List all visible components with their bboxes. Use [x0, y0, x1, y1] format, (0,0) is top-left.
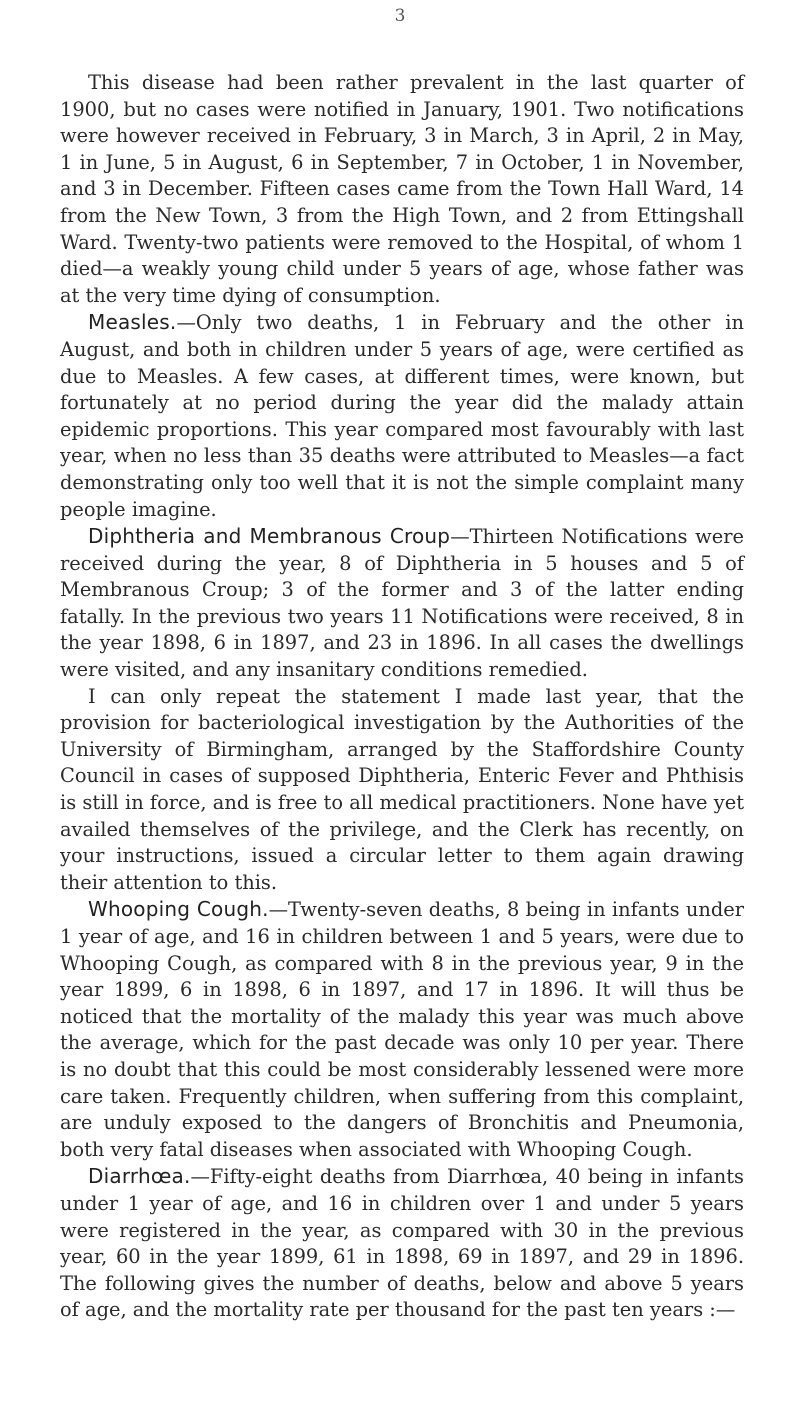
section-heading-measles: Measles. [88, 310, 177, 335]
section-heading-whooping-cough: Whooping Cough. [88, 897, 269, 922]
page-number: 3 [394, 6, 406, 26]
paragraph-body: —Twenty-seven deaths, 8 being in infants under 1 year of age, and 16 in children between 1 and 5 years, were due to Whooping Cough, as compared with 8 in the previous year, 9 in the year 1899, 6 in 1898, 6 in 1897, and 17 in 1896. It will thus be noticed that the mortality of the malady this year was much above the average, which for the past decade was only 10 per year. There is no doubt that this could be most considerably lessened were more care taken. Frequently children, when suffering from this complaint, are unduly exposed to the dangers of Bronchitis and Pneumonia, both very fatal diseases when associated with Whooping Cough. [60, 898, 744, 1161]
section-heading-diphtheria: Diphtheria and Membranous Croup [88, 524, 451, 549]
paragraph-diarrhoea [60, 1163, 744, 1324]
paragraph-bacteriological [60, 684, 744, 897]
paragraph-body: —Only two deaths, 1 in February and the other in August, and both in children under 5 years of age, were certified as due to Measles. A few cases, at different times, were known, but fortunately at no period during the year did the malady attain epidemic proportions. This year compared most favourably with last year, when no less than 35 deaths were attributed to Measles—a fact demonstrating only too well that it is not the simple complaint many people imagine. [60, 311, 744, 521]
paragraph-body: —Thirteen Notifications were received during the year, 8 of Diphtheria in 5 houses and 5 of Membranous Croup; 3 of the former and 3 of the latter ending fatally. In the previous two years 11 Notifications were received, 8 in the year 1898, 6 in 1897, and 23 in 1896. In all cases the dwellings were visited, and any insanitary conditions remedied. [60, 525, 744, 682]
paragraph-body: —Fifty-eight deaths from Diarrhœa, 40 being in infants under 1 year of age, and 16 in children over 1 and under 5 years were registered in the year, as compared with 30 in the previous year, 60 in the year 1899, 61 in 1898, 69 in 1897, and 29 in 1896. The following gives the number of deaths, below and above 5 years of age, and the mortality rate per thousand for the past ten years :— [60, 1165, 744, 1322]
paragraph-body: This disease had been rather prevalent in the last quarter of 1900, but no cases were notified in January, 1901. Two notifications were however received in February, 3 in March, 3 in April, 2 in May, 1 in June, 5 in August, 6 in September, 7 in October, 1 in November, and 3 in December. Fifteen cases came from the Town Hall Ward, 14 from the New Town, 3 from the High Town, and 2 from Ettingshall Ward. Twenty-two patients were removed to the Hospital, of whom 1 died—a weakly young child under 5 years of age, whose father was at the very time dying of consumption. [60, 71, 744, 307]
report-text [60, 70, 744, 1324]
paragraph-body: I can only repeat the statement I made last year, that the provision for bacteriological investigation by the Authorities of the University of Birmingham, arranged by the Staffordshire County Council in cases of supposed Diphtheria, Enteric Fever and Phthisis is still in force, and is free to all medical practitioners. None have yet availed themselves of the privilege, and the Clerk has recently, on your instructions, issued a circular letter to them again drawing their attention to this. [60, 684, 744, 894]
paragraph-measles [60, 309, 744, 523]
paragraph-whooping-cough [60, 896, 744, 1163]
paragraph-scarlet-fever [60, 70, 744, 309]
paragraph-diphtheria [60, 523, 744, 684]
section-heading-diarrhoea: Diarrhœa. [88, 1164, 191, 1189]
